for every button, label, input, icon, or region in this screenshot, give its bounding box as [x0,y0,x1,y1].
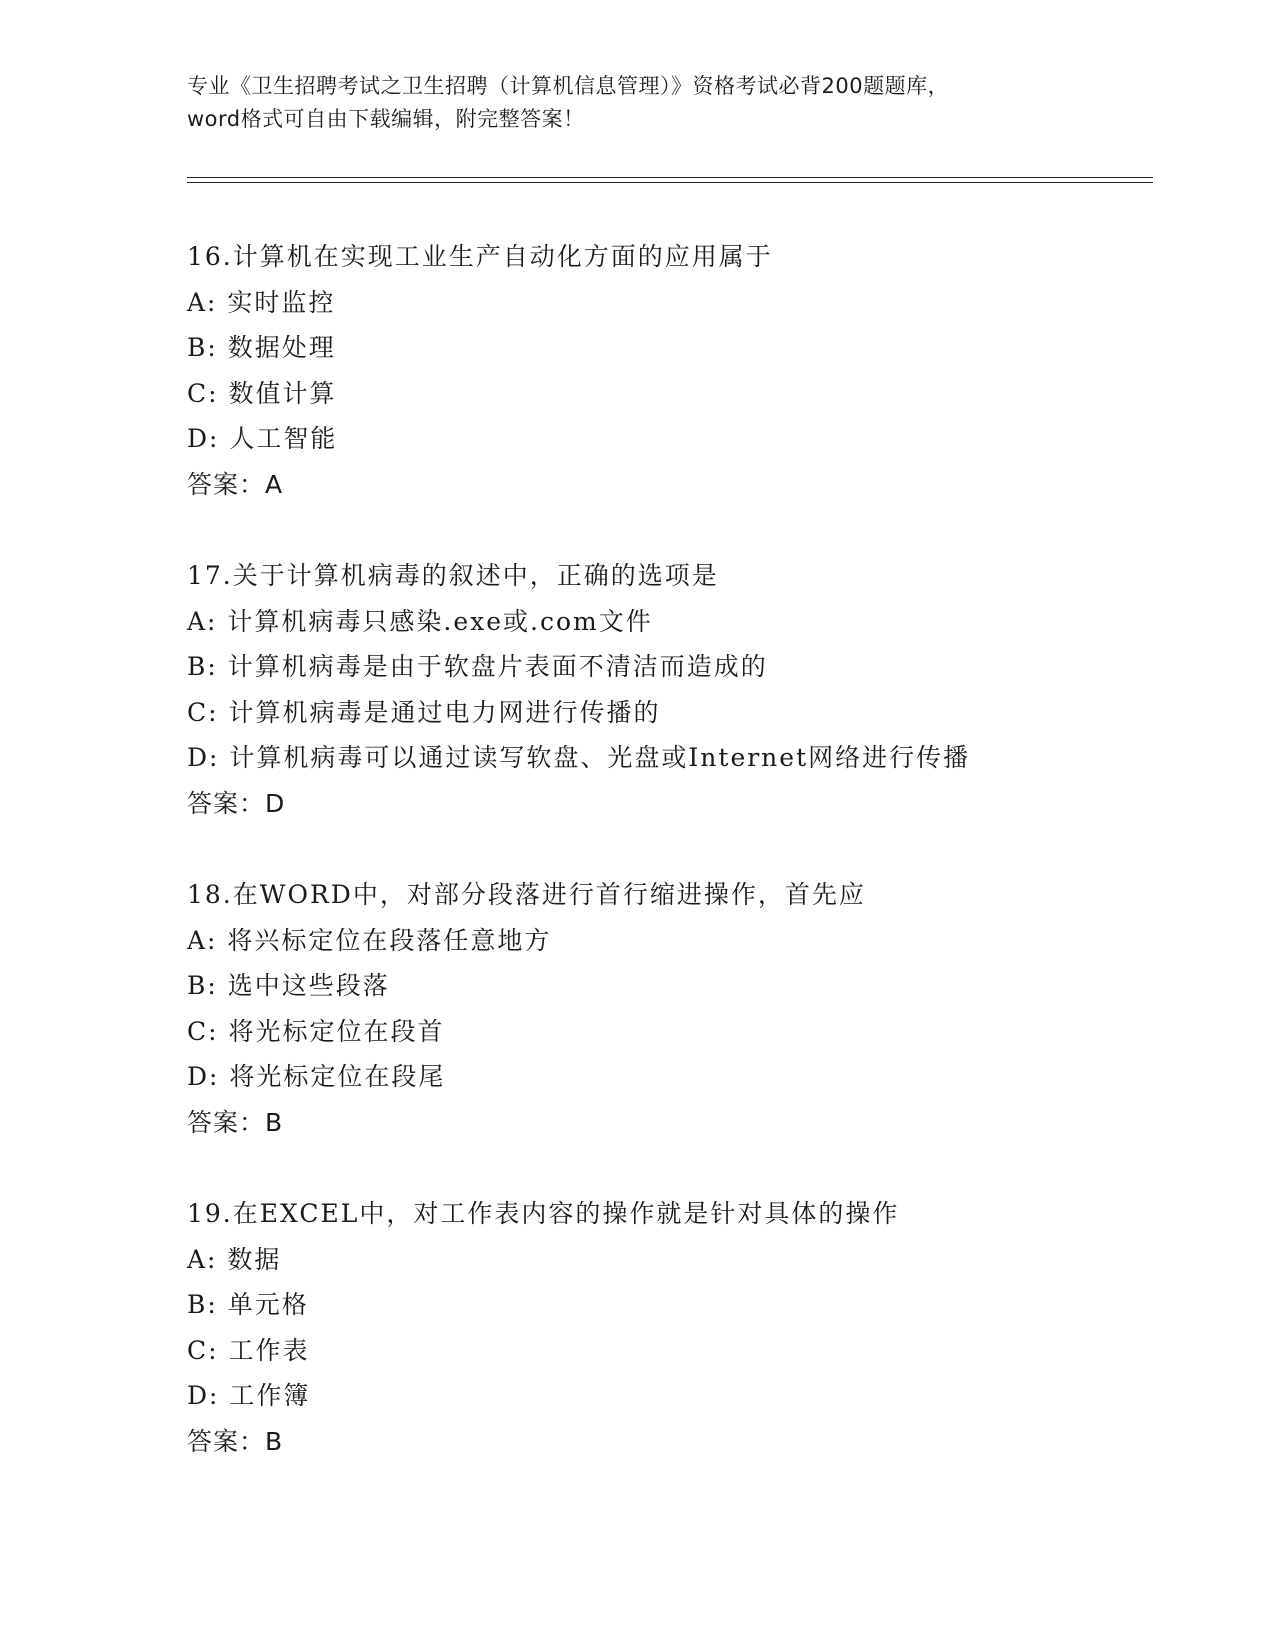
header-line-2: word格式可自由下载编辑，附完整答案！ [187,107,585,131]
answer: 答案：B [187,1426,284,1456]
option-d: D: 工作簿 [187,1381,311,1411]
document-header [187,70,1107,136]
option-c: C: 数值计算 [187,378,337,408]
question-text: 17.关于计算机病毒的叙述中，正确的选项是 [187,561,719,590]
answer: 答案：D [187,788,286,818]
option-a: A: 将兴标定位在段落任意地方 [187,925,552,955]
answer: 答案：B [187,1107,284,1137]
question-19 [187,1191,1147,1465]
option-a: A: 计算机病毒只感染.exe或.com文件 [187,606,653,636]
option-a: A: 数据 [187,1244,282,1274]
option-c: C: 计算机病毒是通过电力网进行传播的 [187,697,661,727]
answer: 答案：A [187,469,284,499]
header-line-1: 专业《卫生招聘考试之卫生招聘（计算机信息管理）》资格考试必背200题题库， [187,74,950,98]
option-c: C: 将光标定位在段首 [187,1016,445,1046]
header-divider-bottom [187,182,1153,183]
option-b: B: 数据处理 [187,333,336,363]
option-d: D: 将光标定位在段尾 [187,1062,446,1092]
option-d: D: 人工智能 [187,424,338,454]
option-b: B: 选中这些段落 [187,971,390,1001]
header-divider-top [187,177,1153,178]
question-text: 16.计算机在实现工业生产自动化方面的应用属于 [187,242,773,271]
option-a: A: 实时监控 [187,287,336,317]
question-18 [187,872,1147,1146]
question-text: 19.在EXCEL中，对工作表内容的操作就是针对具体的操作 [187,1199,900,1228]
question-text: 18.在WORD中，对部分段落进行首行缩进操作，首先应 [187,880,866,909]
option-b: B: 计算机病毒是由于软盘片表面不清洁而造成的 [187,652,768,682]
option-b: B: 单元格 [187,1290,309,1320]
question-17 [187,553,1147,827]
option-c: C: 工作表 [187,1335,310,1365]
option-d: D: 计算机病毒可以通过读写软盘、光盘或Internet网络进行传播 [187,743,971,773]
question-16 [187,234,1147,508]
